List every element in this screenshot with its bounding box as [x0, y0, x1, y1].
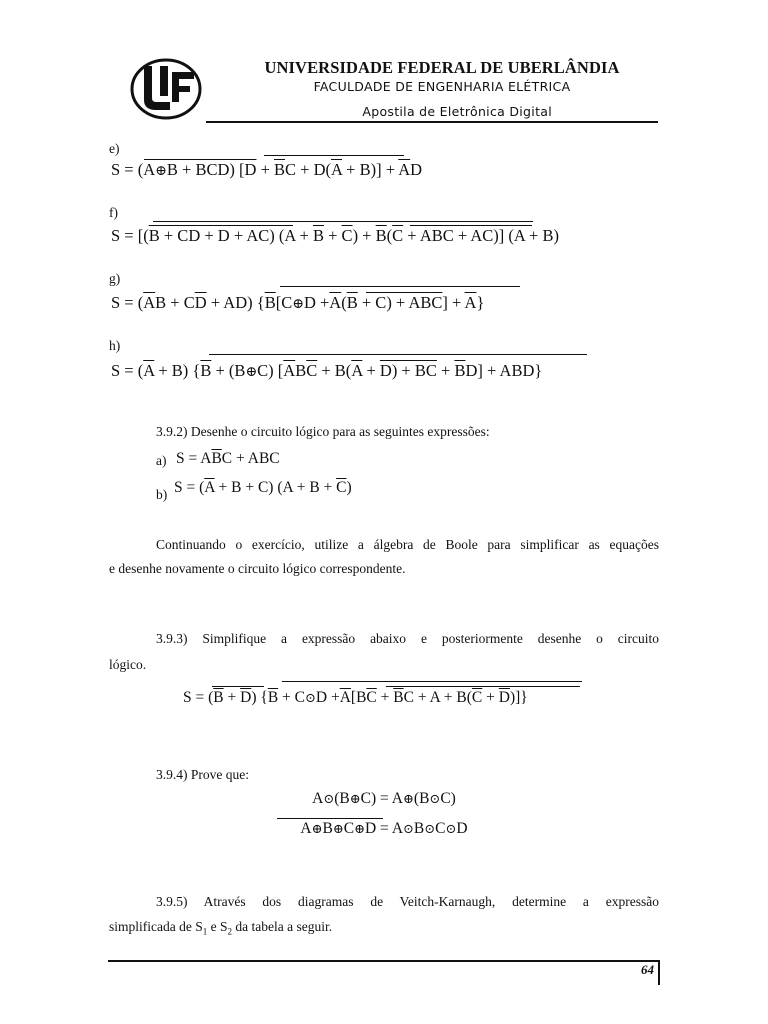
exercise-h-overbar-outer	[209, 354, 587, 355]
question-392-text: 3.9.2) Desenhe o circuito lógico para as seguintes expressões:	[156, 424, 490, 439]
university-name: UNIVERSIDADE FEDERAL DE UBERLÂNDIA	[264, 58, 620, 77]
exercise-g-label: g)	[109, 271, 121, 286]
question-393-overbar-outer	[282, 681, 582, 682]
exercise-e-label: e)	[109, 141, 120, 156]
continue-text-line2: e desenhe novamente o circuito lógico correspondente.	[109, 561, 406, 576]
exercise-e-overbar-1	[144, 159, 254, 160]
subscript-1: 1	[202, 926, 208, 937]
question-394-identity-2: A⊕B⊕C⊕D = A⊙B⊙C⊙D	[300, 820, 468, 837]
question-393-overbar-inner	[386, 686, 580, 687]
exercise-g-overbar-outer	[280, 286, 520, 287]
exercise-g-equation: $S = (\overline{A}B + C\overline{D} + AD)$ $\{\overline{B}[C\oplus D +\overline{A}(\overline{B} + \overline{C}) + A\overline{B}\overline{C}] + \overline{A}\}$	[111, 293, 485, 312]
question-395-line2-post: da tabela a seguir.	[231, 919, 333, 934]
question-395-line1: 3.9.5) Através dos diagramas de Veitch-Karnaugh, determine a expressão	[156, 894, 659, 909]
footer-divider	[108, 960, 660, 962]
question-392-a-equation: $S = A\overline{B}C$ + ABC	[176, 450, 280, 467]
page-number: 64	[641, 962, 654, 977]
question-392-a-label: a)	[156, 453, 167, 468]
question-392-b-label: b)	[156, 487, 168, 502]
question-393-overbar-1	[212, 686, 264, 687]
question-394-text: 3.9.4) Prove que:	[156, 767, 249, 782]
exercise-f-label: f)	[109, 205, 118, 220]
exercise-e-equation: S = (A⊕B + $\overline{B}C\overline{D}$) $[\overline{D} + \overline{B}C + D(\overline{A} + B)] + \overline{A}D$	[111, 160, 423, 179]
faculty-name: FACULDADE DE ENGENHARIA ELÉTRICA	[313, 79, 571, 94]
exercise-g-overbar-inner	[366, 292, 426, 293]
subscript-2: 2	[227, 926, 232, 937]
exercise-e-overbar-2	[264, 155, 404, 156]
question-395-line2	[109, 914, 332, 945]
question-395-line2-pre: simplificada de S	[109, 919, 203, 934]
exercise-h-equation: $S = (\overline{A} + B) \{\overline{B}$ + (B⊕C) $[\overline{A}B\overline{C} + B(\overline{A} + \overline{D}) + B\overline{C} + \overline{B}D] + ABD$}	[111, 361, 543, 380]
question-393-line1: 3.9.3) Simplifique a expressão abaixo e posteriormente desenhe o circuito	[156, 631, 659, 646]
exercise-h-overbar-inner	[382, 360, 430, 361]
question-393-equation: $S = (\overline{B} + \overline{D}) \{\overline{B}$ + C⊙D $+\overline{A}[B\overline{C} + \overline{B}C + A + B(\overline{C} + \overline{D})]$}	[183, 689, 528, 706]
question-394-overbar	[277, 818, 383, 819]
exercise-f-overbar-outer	[153, 221, 533, 222]
ufu-logo	[130, 58, 202, 120]
question-394-identity-1: A⊙(B⊕C) = A⊕(B⊙C)	[312, 790, 456, 807]
course-title: Apostila de Eletrônica Digital	[362, 104, 552, 119]
exercise-f-equation: $S = [(\overline{B} + C\overline{D} + \overline{D} + AC) (A + \overline{B} + \overline{C}) + \overline{B}(\overline{C} + \overline{A}BC + AC)] (A + B)$	[111, 226, 559, 245]
exercise-h-label: h)	[109, 338, 121, 353]
header-divider	[206, 121, 658, 123]
continue-text-line1: Continuando o exercício, utilize a álgebra de Boole para simplificar as equações	[156, 537, 659, 552]
exercise-f-overbar-2	[410, 225, 532, 226]
question-395-line2-mid: e S	[207, 919, 228, 934]
exercise-f-overbar-1	[153, 225, 293, 226]
question-392-b-equation: $S = (\overline{A} + B + C) (A + B + \overline{C})$	[174, 479, 352, 496]
question-393-line2: lógico.	[109, 657, 147, 672]
